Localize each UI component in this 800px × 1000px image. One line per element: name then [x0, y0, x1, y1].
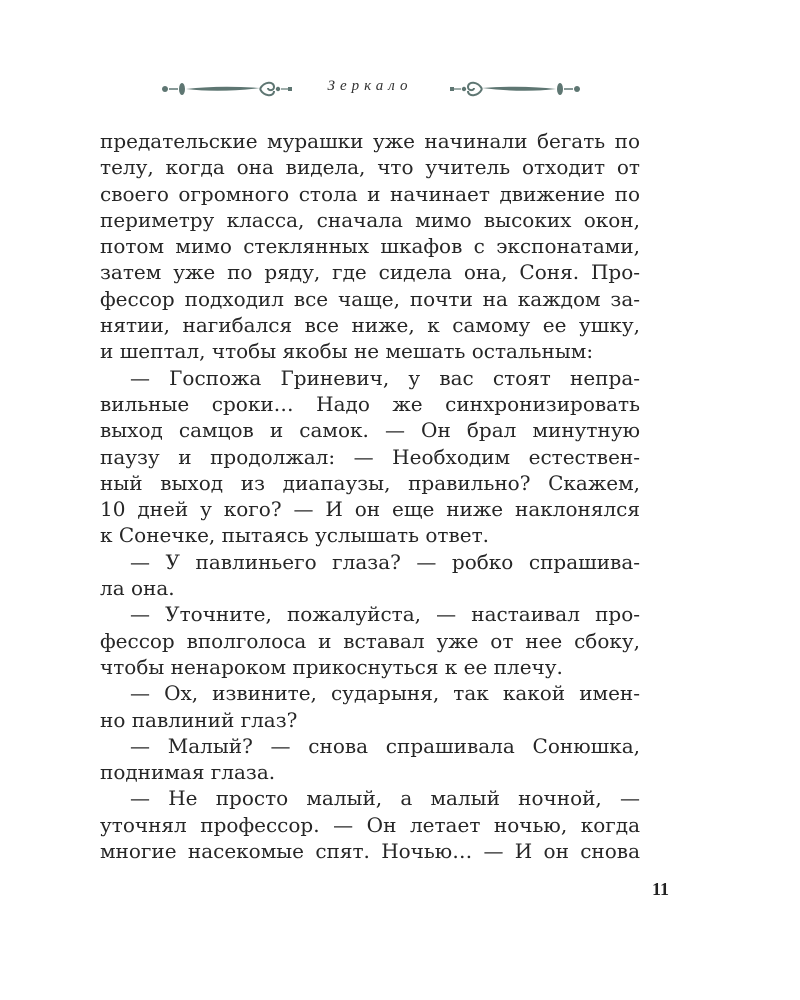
text-line: затем уже по ряду, где сидела она, Соня. Про-	[100, 260, 640, 285]
text-line: своего огромного стола и начинает движение по	[100, 181, 640, 206]
text-line: к Сонечке, пытаясь услышать ответ.	[100, 523, 489, 548]
text-line: — У павлиньего глаза? — робко спрашива-	[130, 549, 640, 574]
text-line: но павлиний глаз?	[100, 707, 298, 732]
text-line: уточнял профессор. — Он летает ночью, когда	[100, 812, 640, 837]
text-line: многие насекомые спят. Ночью… — И он снова	[100, 839, 640, 864]
body-text	[100, 128, 640, 864]
text-line: — Госпожа Гриневич, у вас стоят непра-	[130, 365, 640, 390]
text-line: телу, когда она видела, что учитель отходит от	[100, 155, 640, 180]
text-line: — Не просто малый, а малый ночной, —	[130, 786, 640, 811]
text-line: нятии, нагибался все ниже, к самому ее ушку,	[100, 313, 640, 338]
running-title: Зеркало	[327, 78, 413, 94]
text-line: поднимая глаза.	[100, 760, 276, 785]
page-number: 11	[652, 879, 670, 899]
text-line: чтобы ненароком прикоснуться к ее плечу.	[100, 654, 563, 679]
text-line: — Малый? — снова спрашивала Сонюшка,	[130, 733, 640, 758]
ornamental-flourish-icon	[160, 72, 300, 106]
text-line: фессор подходил все чаще, почти на каждом за-	[100, 286, 640, 311]
text-line: паузу и продолжал: — Необходим естествен-	[100, 444, 640, 469]
text-line: предательские мурашки уже начинали бегать по	[100, 129, 640, 153]
text-line: ла она.	[100, 576, 175, 601]
text-line: вильные сроки… Надо же синхронизировать	[100, 391, 640, 416]
ornamental-flourish-icon	[442, 72, 582, 106]
text-line: периметру класса, сначала мимо высоких окон,	[100, 207, 640, 232]
text-line: — Ох, извините, сударыня, так какой имен-	[130, 681, 640, 706]
text-line: выход самцов и самок. — Он брал минутную	[100, 418, 640, 443]
running-header	[0, 72, 800, 106]
text-line: — Уточните, пожалуйста, — настаивал про-	[130, 602, 640, 627]
text-line: и шептал, чтобы якобы не мешать остальным:	[100, 339, 594, 364]
text-line: 10 дней у кого? — И он еще ниже наклонялся	[100, 497, 640, 522]
text-line: фессор вполголоса и вставал уже от нее сбоку,	[100, 628, 640, 653]
text-line: ный выход из диапаузы, правильно? Скажем,	[100, 470, 640, 495]
text-line: потом мимо стеклянных шкафов с экспонатами,	[100, 234, 640, 259]
